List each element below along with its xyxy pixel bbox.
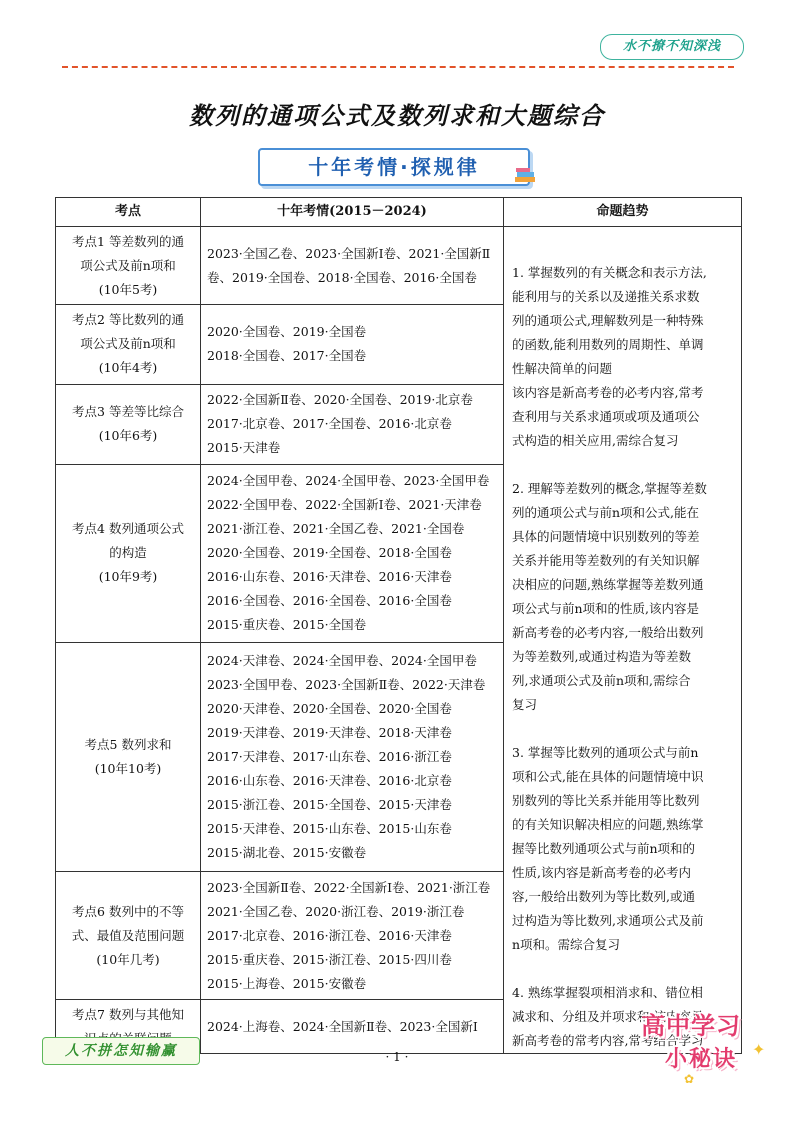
header-topic: 考点 bbox=[56, 198, 201, 227]
trend-paragraph: 4. 熟练掌握裂项相消求和、错位相 减求和、分组及并项求和,该内容是 新高考卷的常考内容,常考结合学习 bbox=[512, 985, 704, 1048]
exams-cell: 2023·全国乙卷、2023·全国新Ⅰ卷、2021·全国新Ⅱ 卷、2019·全国卷、2018·全国卷、2016·全国卷 bbox=[201, 227, 504, 305]
section-banner bbox=[258, 148, 530, 186]
exams-cell: 2024·天津卷、2024·全国甲卷、2024·全国甲卷 2023·全国甲卷、2023·全国新Ⅱ卷、2022·天津卷 2020·天津卷、2020·全国卷、2020·全国卷 2019·天津卷、2019·天津卷、2018·天津卷 2017·天津卷、2017·山东卷、2016·浙江卷 2016·山东卷、2016·天津卷、2016·北京卷 2015·浙江卷、2015·全国卷、2015·天津卷 2015·天津卷、2015·山东卷、2015·山东卷 2015·湖北卷、2015·安徽卷 bbox=[201, 643, 504, 872]
topic-cell: 考点7 数列与其他知 bbox=[56, 1000, 201, 1054]
banner-text: 十年考情·探规律 bbox=[308, 155, 480, 179]
trend-paragraph: 3. 掌握等比数列的通项公式与前n 项和公式,能在具体的问题情境中识 别数列的等比关系并能用等比数列 的有关知识解决相应的问题,熟练掌 握等比数列通项公式与前n项和的 性质,该内容是新高考卷的必考内 容,一般给出数列为等比数列,或通 过构造为等比数列,求通项公式及前 n项和。需综合复习 bbox=[512, 745, 704, 952]
topic-cell: 考点1 等差数列的通 项公式及前n项和 (10年5考) bbox=[56, 227, 201, 305]
motto-bottom: 人不拼怎知输赢 bbox=[42, 1037, 200, 1065]
topic-cell: 考点4 数列通项公式 的构造 (10年9考) bbox=[56, 464, 201, 642]
trend-paragraph: 1. 掌握数列的有关概念和表示方法, 能利用与的关系以及递推关系求数 列的通项公式,理解数列是一种特殊 的函数,能利用数列的周期性、单调 性解决简单的问题 该内容是新高考卷的必考内容,常考 查利用与关系求通项或项及通项公 式构造的相关应用,需综合复习 bbox=[512, 265, 707, 448]
exam-analysis-table bbox=[55, 197, 742, 1054]
stamp-line-2: 小秘诀 bbox=[664, 1047, 737, 1072]
trend-cell bbox=[504, 227, 742, 1054]
exams-cell: 2023·全国新Ⅱ卷、2022·全国新Ⅰ卷、2021·浙江卷 2021·全国乙卷、2020·浙江卷、2019·浙江卷 2017·北京卷、2016·浙江卷、2016·天津卷 2015·重庆卷、2015·浙江卷、2015·四川卷 2015·上海卷、2015·安徽卷 bbox=[201, 871, 504, 1000]
exams-cell: 2022·全国新Ⅱ卷、2020·全国卷、2019·北京卷 2017·北京卷、2017·全国卷、2016·北京卷 2015·天津卷 bbox=[201, 384, 504, 464]
books-icon bbox=[514, 168, 536, 184]
table-row bbox=[56, 227, 742, 305]
header-divider bbox=[62, 66, 734, 68]
table-header-row bbox=[56, 198, 742, 227]
study-tips-stamp bbox=[606, 1000, 766, 1096]
stamp-line-1: 高中学习 bbox=[641, 1012, 741, 1040]
header-exams: 十年考情(2015－2024) bbox=[201, 198, 504, 227]
topic-cell: 考点2 等比数列的通 项公式及前n项和 (10年4考) bbox=[56, 305, 201, 384]
exams-cell: 2024·上海卷、2024·全国新Ⅱ卷、2023·全国新Ⅰ bbox=[201, 1000, 504, 1054]
topic-cell: 考点3 等差等比综合 (10年6考) bbox=[56, 384, 201, 464]
page-number: · 1 · bbox=[385, 1050, 409, 1064]
topic-cell: 考点6 数列中的不等 式、最值及范围问题 (10年几考) bbox=[56, 871, 201, 1000]
sparkle-icon: ✿ bbox=[684, 1072, 695, 1086]
sparkle-icon: ✦ bbox=[752, 1040, 766, 1059]
motto-top: 水不撩不知深浅 bbox=[600, 34, 744, 60]
header-trend: 命题趋势 bbox=[504, 198, 742, 227]
topic-cell: 考点5 数列求和 (10年10考) bbox=[56, 643, 201, 872]
trend-paragraph: 2. 理解等差数列的概念,掌握等差数 列的通项公式与前n项和公式,能在 具体的问题情境中识别数列的等差 关系并能用等差数列的有关知识解 决相应的问题,熟练掌握等差数列通 项公式与前n项和的性质,该内容是 新高考卷的必考内容,一般给出数列 为等差数列,或通过构造为等差数 列,求通项公式及前n项和,需综合 复习 bbox=[512, 481, 707, 712]
exams-cell: 2024·全国甲卷、2024·全国甲卷、2023·全国甲卷 2022·全国甲卷、2022·全国新Ⅰ卷、2021·天津卷 2021·浙江卷、2021·全国乙卷、2021·全国卷 2020·全国卷、2019·全国卷、2018·全国卷 2016·山东卷、2016·天津卷、2016·天津卷 2016·全国卷、2016·全国卷、2016·全国卷 2015·重庆卷、2015·全国卷 bbox=[201, 464, 504, 642]
page-title: 数列的通项公式及数列求和大题综合 bbox=[189, 101, 605, 130]
exams-cell: 2020·全国卷、2019·全国卷 2018·全国卷、2017·全国卷 bbox=[201, 305, 504, 384]
